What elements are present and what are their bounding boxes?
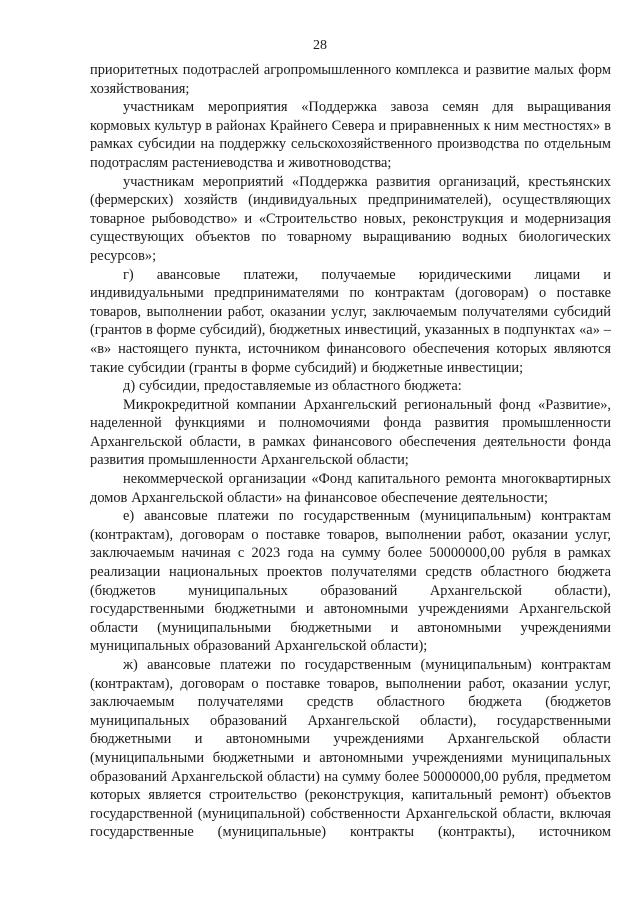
paragraph-7: некоммерческой организации «Фонд капитального ремонта многоквартирных домов Архангельской области» на финансовое обеспечение деятельности; [90,471,611,506]
paragraph-2: участникам мероприятия «Поддержка завоза семян для выращивания кормовых культур в районах Крайнего Севера и приравненных к ним местностях» в рамках субсидии на поддержку сельскохозяйственного производства по отдельным подотраслям растениеводства и животноводства; [90,99,611,171]
paragraph-8: е) авансовые платежи по государственным (муниципальным) контрактам (контрактам), договорам о поставке товаров, выполнении работ, оказании услуг, заключаемым начиная с 2023 года на сумму более 50000000,00 рубля в рамках реализации национальных проектов получателями средств областного бюджета (бюджетов муниципальных образований Архангельской области), государственными бюджетными и автономными учреждениями Архангельской области (муниципальными бюджетными и автономными учреждениями муниципальных образований Архангельской области); [90,508,611,655]
paragraph-1: приоритетных подотраслей агропромышленного комплекса и развитие малых форм хозяйствования; [90,62,611,97]
paragraph-6: Микрокредитной компании Архангельский региональный фонд «Развитие», наделенной функциями и полномочиями фонда развития промышленности Архангельской области, в рамках финансового обеспечения деятельности фонда развития промышленности Архангельской области; [90,396,611,469]
document-body [90,61,611,842]
page-number: 28 [313,38,327,53]
paragraph-9: ж) авансовые платежи по государственным (муниципальным) контрактам (контрактам), договорам о поставке товаров, выполнении работ, оказании услуг, заключаемым получателями средств областного бюджета (бюджетов муниципальных образований Архангельской области), государственными бюджетными и автономными учреждениями Архангельской области (муниципальными бюджетными и автономными учреждениями муниципальных образований Архангельской области) на сумму более 50000000,00 рубля, предметом которых является строительство (реконструкция, капитальный ремонт) объектов государственной (муниципальной) собственности Архангельской области, включая государственные (муниципальные) контракты (контракты), источником [90,657,611,841]
paragraph-4: г) авансовые платежи, получаемые юридическими лицами и индивидуальными предпринимателями по контрактам (договорам) о поставке товаров, выполнении работ, оказании услуг, заключаемым получателями субсидий (грантов в форме субсидий), бюджетных инвестиций, указанных в подпунктах «а» – «в» настоящего пункта, источником финансового обеспечения которых являются такие субсидии (гранты в форме субсидий) и бюджетные инвестиции; [90,266,611,376]
paragraph-5: д) субсидии, предоставляемые из областного бюджета: [123,378,462,395]
paragraph-3: участникам мероприятий «Поддержка развития организаций, крестьянских (фермерских) хозяйств (индивидуальных предпринимателей), осуществляющих товарное рыбоводство» и «Строительство новых, реконструкция и модернизация существующих объектов по товарному выращиванию водных биологических ресурсов»; [90,173,611,264]
